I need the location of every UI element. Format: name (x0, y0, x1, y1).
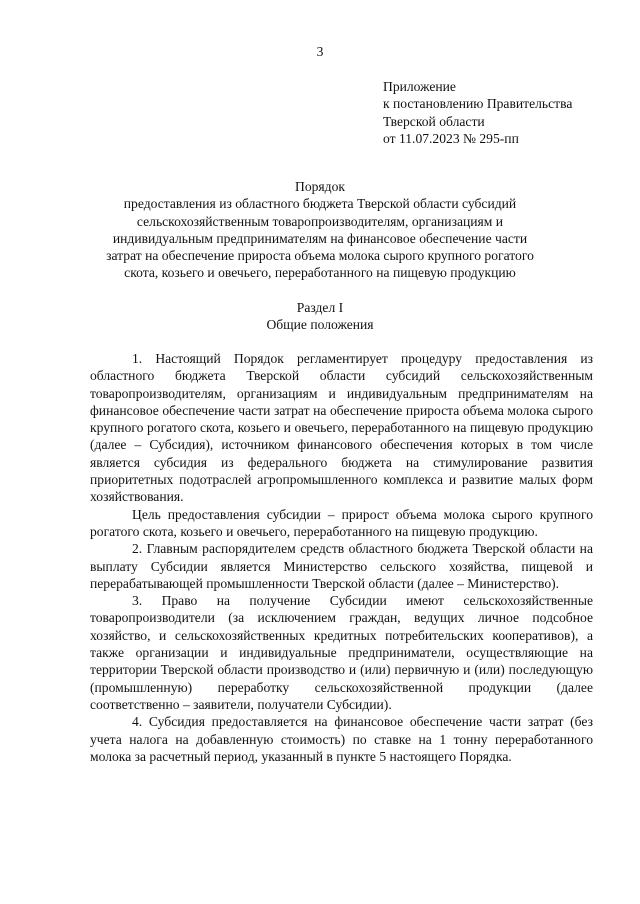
page-number: 3 (316, 44, 324, 59)
paragraph: 2. Главным распорядителем средств областного бюджета Тверской области на выплату Субсидии является Министерство сельского хозяйства, пищевой и перерабатывающей промышленности Тверской области (далее – Министерство). (90, 541, 593, 591)
title-line: предоставления из областного бюджета Тверской области субсидий (123, 196, 517, 212)
body-text (90, 350, 593, 765)
title-line: затрат на обеспечение прироста объема молока сырого крупного рогатого (106, 248, 534, 264)
appendix-line: Тверской области (383, 113, 485, 129)
paragraph: 3. Право на получение Субсидии имеют сельскохозяйственные товаропроизводители (за исключением граждан, ведущих личное подсобное хозяйство, и сельскохозяйственных кредитных потребительских кооперативов), а также организации и индивидуальные предприниматели, осуществляющие на территории Тверской области производство и (или) первичную и (или) последующую (промышленную) переработку сельскохозяйственной продукции (далее соответственно – заявители, получатели Субсидии). (90, 593, 593, 712)
appendix-date-line: от 11.07.2023 № 295-пп (383, 130, 519, 146)
paragraph: Цель предоставления субсидии – прирост объема молока сырого крупного рогатого скота, козьего и овечьего, переработанного на пищевую продукцию. (90, 506, 593, 539)
section-heading (80, 299, 560, 334)
paragraph: 1. Настоящий Порядок регламентирует процедуру предоставления из областного бюджета Тверской области субсидий сельскохозяйственным товаропроизводителям, организациям и индивидуальным предпринимателям на финансовое обеспечение части затрат на обеспечение прироста объема молока сырого крупного рогатого скота, козьего и овечьего, переработанного на пищевую продукцию (далее – Субсидия), источником финансового обеспечения которых в том числе является субсидия из федерального бюджета на стимулирование развития приоритетных подотраслей агропромышленного комплекса и развитие малых форм хозяйствования. (90, 351, 593, 505)
section-number: Раздел I (296, 300, 344, 315)
title-line: индивидуальным предпринимателям на финансовое обеспечение части (112, 230, 528, 246)
paragraph: 4. Субсидия предоставляется на финансовое обеспечение части затрат (без учета налога на добавленную стоимость) по ставке на 1 тонну переработанного молока за расчетный период, указанный в пункте 5 настоящего Порядка. (90, 714, 593, 764)
title-line: сельскохозяйственным товаропроизводителям, организациям и (136, 213, 504, 229)
appendix-line: к постановлению Правительства (383, 96, 573, 112)
section-name: Общие положения (266, 317, 374, 333)
document-title (80, 178, 560, 282)
appendix-block (383, 78, 623, 147)
title-heading: Порядок (295, 179, 345, 194)
title-line: скота, козьего и овечьего, переработанного на пищевую продукцию (124, 265, 516, 281)
appendix-line: Приложение (383, 79, 456, 94)
